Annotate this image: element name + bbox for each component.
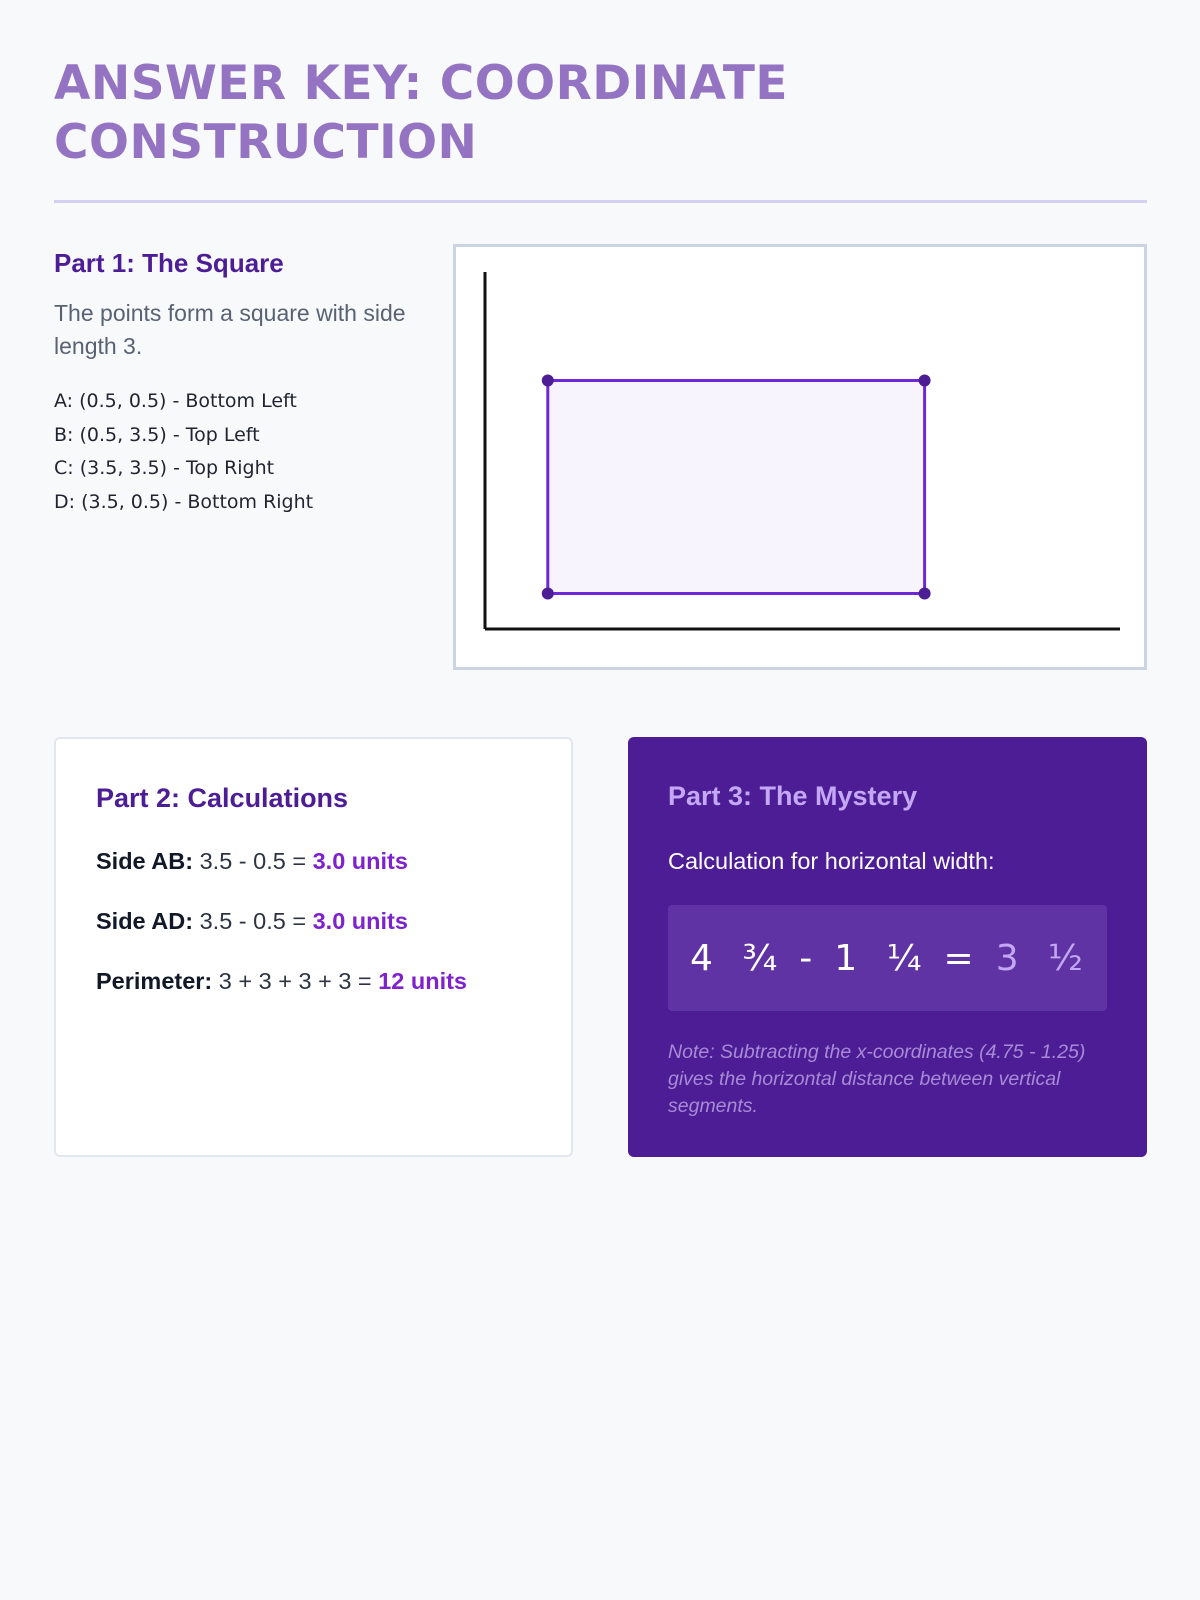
calculations-card	[54, 737, 573, 1157]
equation-box	[668, 905, 1107, 1011]
part3-heading: Part 3: The Mystery	[668, 781, 918, 811]
calc-result: 3.0 units	[312, 848, 408, 874]
calc-label: Side AD:	[96, 908, 194, 934]
graph-canvas	[456, 247, 1144, 667]
mystery-note: Note: Subtracting the x-coordinates (4.75 - 1.25) gives the horizontal distance between vertical segments.	[668, 1041, 1086, 1117]
point-d-label: D: (3.5, 0.5) - Bottom Right	[54, 490, 314, 513]
mystery-card	[628, 737, 1147, 1157]
part2-heading: Part 2: Calculations	[96, 783, 349, 813]
square-shape	[548, 381, 925, 594]
page-title: ANSWER KEY: COORDINATE CONSTRUCTION	[54, 56, 789, 170]
mystery-intro: Calculation for horizontal width:	[668, 848, 995, 874]
calc-expression: 3 + 3 + 3 + 3 =	[218, 968, 372, 994]
point-b-label: B: (0.5, 3.5) - Top Left	[54, 423, 260, 446]
part1-heading: Part 1: The Square	[54, 248, 284, 278]
vertex-a	[542, 588, 554, 600]
equation-term-b: 1 ¼	[834, 937, 924, 979]
title-divider	[54, 200, 1147, 203]
vertex-d	[919, 588, 931, 600]
part1-section	[54, 248, 424, 519]
equation-minus: -	[799, 937, 815, 979]
calc-result: 3.0 units	[312, 908, 408, 934]
calc-expression: 3.5 - 0.5 =	[199, 848, 307, 874]
point-a-label: A: (0.5, 0.5) - Bottom Left	[54, 390, 297, 412]
calc-label: Perimeter:	[96, 968, 213, 994]
calc-label: Side AB:	[96, 848, 194, 874]
equation-result: 3 ½	[995, 937, 1085, 979]
coordinate-graph	[453, 244, 1147, 670]
calc-expression: 3.5 - 0.5 =	[199, 908, 307, 934]
calc-row-side-ad	[96, 906, 531, 936]
part1-description: The points form a square with side length 3.	[54, 300, 406, 359]
calc-row-perimeter	[96, 966, 531, 996]
point-list	[54, 385, 424, 519]
equation-term-a: 4 ¾	[690, 937, 780, 979]
calc-row-side-ab	[96, 846, 531, 876]
vertex-c	[919, 375, 931, 387]
equation-equals: =	[943, 937, 976, 979]
point-c-label: C: (3.5, 3.5) - Top Right	[54, 457, 275, 479]
calc-result: 12 units	[378, 968, 468, 994]
vertex-b	[542, 375, 554, 387]
